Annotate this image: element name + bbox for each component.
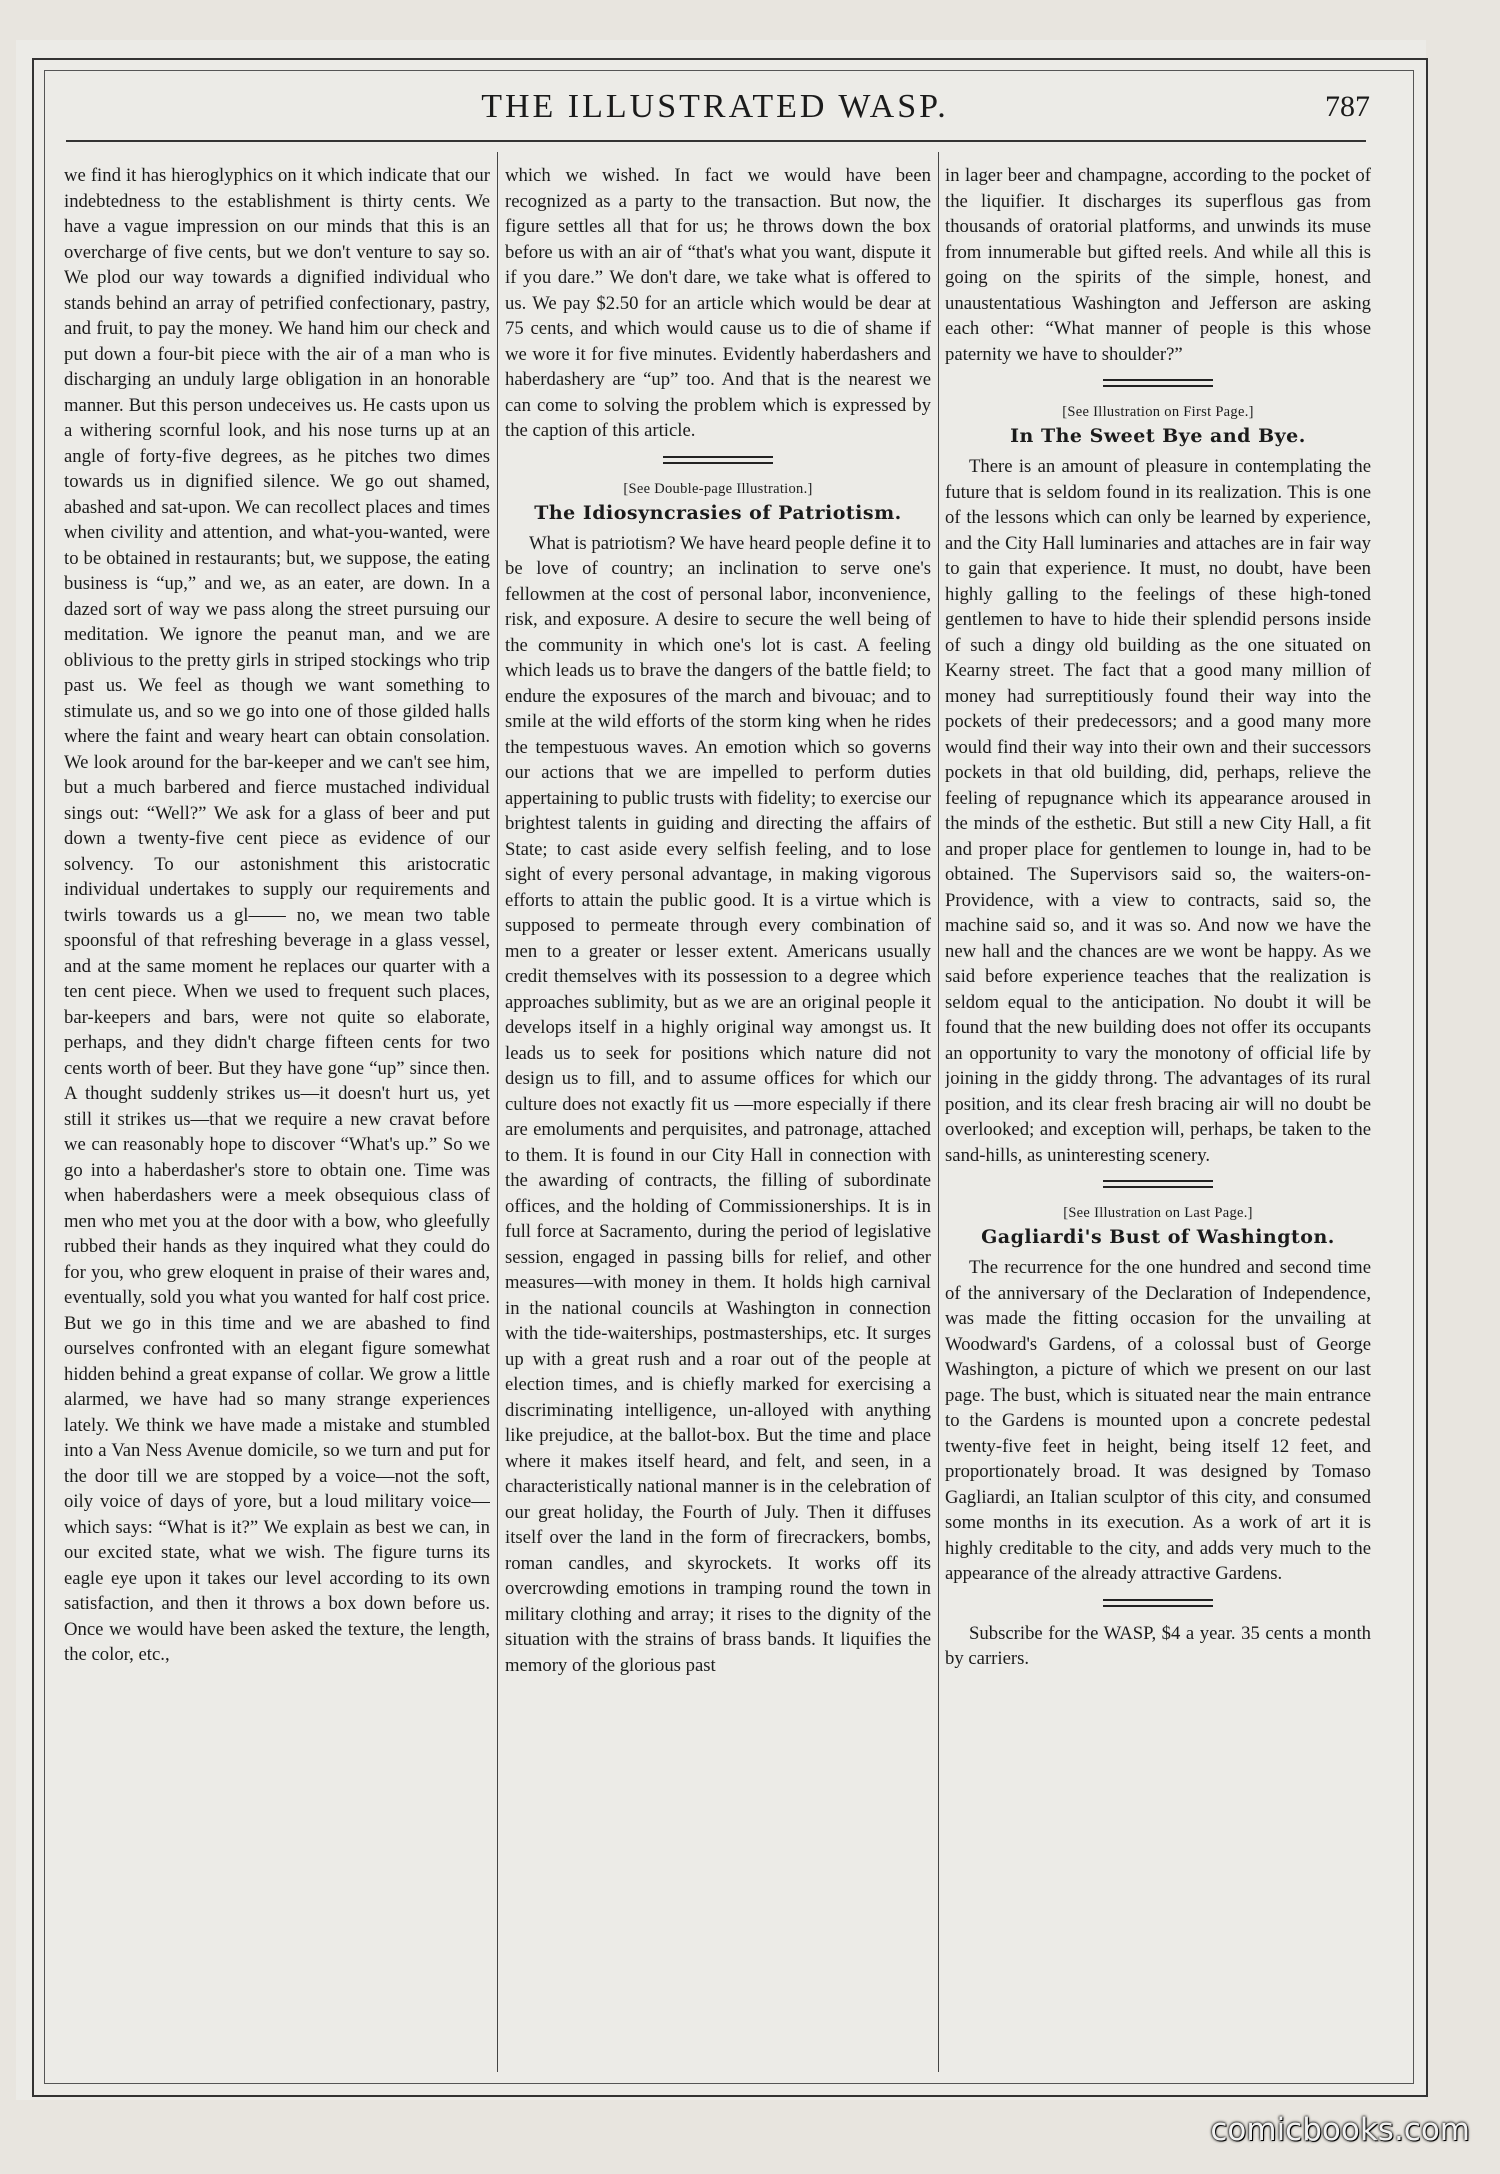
column-divider-2 <box>938 152 939 2072</box>
article-body-patriotism: What is patriotism? We have heard people define it to be love of country; an inclination to serve one's fellowmen at the cost of personal labor, inconvenience, risk, and exposure. A desire to secure the well being of the community in which one's lot is cast. A feeling which leads us to brave the dangers of the battle field; to endure the exposures of the march and bivouac; and to smile at the wild efforts of the storm king when he rides the tempestuous waves. An emotion which so governs our actions that we are impelled to perform duties appertaining to public trusts with fidelity; to exercise our brightest talents in guiding and directing the affairs of State; to cast aside every selfish feeling, and to lose sight of every personal advantage, in making vigorous efforts to attain the public good. It is a virtue which is supposed to permeate through every combination of men to a greater or lesser extent. Americans usually credit themselves with its possession to a degree which approaches sublimity, but as we are an original people it develops itself in a highly original way amongst us. It leads us to seek for positions which nature did not design us to fill, and to assume offices for which our culture does not exactly fit us —more especially if there are emoluments and perquisites, and patronage, attached to them. It is found in our City Hall in connection with the awarding of contracts, the filling of subordinate offices, and the holding of Commissionerships. It is in full force at Sacramento, during the period of legislative session, engaged in passing bills for relief, and other measures—with money in them. It holds high carnival in the national councils at Washington in connection with the tide-waiterships, postmasterships, etc. It surges up with a great rush and a roar out of the people at election times, and is chiefly marked for exercising a discriminating intelligence, un-alloyed with anything like prejudice, at the ballot-box. But the time and place where it makes itself heard, and felt, and seen, in a characteristically national manner is in the celebration of our great holiday, the Fourth of July. Then it diffuses itself over the land in the form of firecrackers, bombs, roman candles, and skyrockets. It works off its overcrowding emotions in tramping round the town in military clothing and array; it rises to the dignity of the situation with the strains of brass bands. It liquifies the memory of the glorious past <box>505 532 931 1676</box>
masthead: THE ILLUSTRATED WASP. <box>481 88 949 125</box>
illustration-note: [See Double-page Illustration.] <box>623 480 813 497</box>
article-continuation-text: we find it has hieroglyphics on it which indicate that our indebtedness to the establishment is thirty cents. We have a vague impression on our minds that this is an overcharge of five cents, but we don't venture to say so. We plod our way towards a dignified individual who stands behind an array of petrified confectionary, pastry, and fruit, to pay the money. We hand him our check and put down a four-bit piece with the air of a man who is discharging an unduly large obligation in an honorable manner. But this person undeceives us. He casts upon us a withering scornful look, and his nose turns up at an angle of forty-five degrees, as he pitches two dimes towards us in dignified silence. We go out shamed, abashed and sat-upon. We can recollect places and times when civility and attention, and what-you-wanted, were to be obtained in restaurants; but, we suppose, the eating business is “up,” and we, as an eater, are down. In a dazed sort of way we pass along the street pursuing our meditation. We ignore the peanut man, and we are oblivious to the pretty girls in striped stockings who trip past us. We feel as though we want something to stimulate us, and so we go into one of those gilded halls where the faint and weary heart can obtain consolation. We look around for the bar-keeper and we can't see him, but a much barbered and fierce mustached individual sings out: “Well?” We ask for a glass of beer and put down a twenty-five cent piece as evidence of our solvency. To our astonishment this aristocratic individual undertakes to supply our requirements and twirls towards us a gl—— no, we mean two table spoonsful of that refreshing beverage in a glass vessel, and at the same moment he replaces our quarter with a ten cent piece. When we used to frequent such places, bar-keepers and bars, were not quite so elaborate, perhaps, and they didn't charge fifteen cents for two cents worth of beer. But they have gone “up” since then. A thought suddenly strikes us—it doesn't hurt us, yet still it strikes us—that we require a new cravat before we can reasonably hope to discover “What's up.” So we go into a haberdasher's store to obtain one. Time was when haberdashers were a meek obsequious class of men who met you at the door with a bow, who gleefully rubbed their hands as they inquired what they could do for you, who grew eloquent in praise of their wares and, eventually, sold you what you wanted for half cost price. But we go in this time and we are abashed to find ourselves confronted with an elegant figure somewhat hidden behind a great expanse of collar. We grow a little alarmed, we have had so many strange experiences lately. We think we have made a mistake and stumbled into a Van Ness Avenue domicile, so we turn and put for the door till we are stopped by a voice—not the soft, oily voice of days of yore, but a loud military voice—which says: “What is it?” We explain as best we can, in our excited state, what we wish. The figure turns its eagle eye upon it takes our level according to its own satisfaction, and then it throws a box down before us. Once we would have been asked the texture, the length, the color, etc., <box>64 165 490 1665</box>
section-separator <box>1103 1180 1213 1188</box>
illustration-note: [See Illustration on First Page.] <box>1062 404 1254 420</box>
page-number: 787 <box>1325 90 1370 123</box>
column-3 <box>945 163 1371 2068</box>
header-rule <box>66 140 1366 142</box>
column-1 <box>64 163 490 2068</box>
article-title-patriotism: The Idiosyncrasies of Patriotism. <box>534 501 902 524</box>
column-divider-1 <box>497 152 498 2072</box>
article-body-sweet-bye: There is an amount of pleasure in contemplating the future that is seldom found in its realization. This is one of the lessons which can only be learned by experience, and the City Hall luminaries and attaches are in fair way to gain that experience. It must, no doubt, have been highly galling to the feelings of these high-toned gentlemen to have to hide their splendid persons inside of such a dingy old building as the one situated on Kearny street. The fact that a good many million of money had surreptitiously found their way into the pockets of their predecessors; and a good many more would find their way into their own and their successors pockets in that old building, did, perhaps, relieve the feeling of repugnance which its appearance aroused in the minds of the esthetic. But still a new City Hall, a fit and proper place for gentlemen to lounge in, had to be obtained. The Supervisors said so, the waiters-on-Providence, with a view to contracts, said so, the machine said so, and it was so. And now we have the new hall and the chances are we wont be happy. As we said before experience teaches that the realization is seldom equal to the anticipation. No doubt it will be found that the new building does not offer its occupants an opportunity to vary the monotony of official life by joining in the giddy throng. The advantages of its rural position, and its clear fresh bracing air will no doubt be overlooked; and exception will, perhaps, be taken to the sand-hills, as uninteresting scenery. <box>945 456 1371 1166</box>
watermark: comicbooks.com <box>1210 2112 1470 2148</box>
subscription-notice: Subscribe for the WASP, $4 a year. 35 cents a month by carriers. <box>945 1622 1371 1669</box>
article-continuation-text: which we wished. In fact we would have been recognized as a party to the transaction. But now, the figure settles all that for us; he throws down the box before us with an air of “that's what you want, dispute it if you dare.” We don't dare, we take what is offered to us. We pay $2.50 for an article which would be dear at 75 cents, and which would cause us to die of shame if we wore it for five minutes. Evidently haberdashers and haberdashery are “up” too. And that is the nearest we can come to solving the problem which is expressed by the caption of this article. <box>505 165 931 441</box>
section-separator <box>1103 379 1213 387</box>
article-title-sweet-bye: In The Sweet Bye and Bye. <box>1010 425 1306 447</box>
illustration-note: [See Illustration on Last Page.] <box>1063 1205 1253 1221</box>
section-separator <box>1103 1599 1213 1607</box>
running-head <box>60 88 1370 138</box>
article-title-gagliardi: Gagliardi's Bust of Washington. <box>981 1226 1335 1248</box>
article-continuation-text: in lager beer and champagne, according to the pocket of the liquifier. It discharges its superflous gas from thousands of oratorial platforms, and unwinds its muse from innumerable but gifted reels. And while all this is going on the spirits of the simple, honest, and unaustentatious Washington and Jefferson are asking each other: “What manner of people is this whose paternity we have to shoulder?” <box>945 165 1371 365</box>
section-separator <box>663 456 773 464</box>
column-2 <box>505 163 931 2068</box>
article-body-gagliardi: The recurrence for the one hundred and second time of the anniversary of the Declaration of Independence, was made the fitting occasion for the unvailing at Woodward's Gardens, of a colossal bust of George Washington, a picture of which we present on our last page. The bust, which is situated near the main entrance to the Gardens is mounted upon a concrete pedestal twenty-five feet in height, being itself 12 feet, and proportionately broad. It was designed by Tomaso Gagliardi, an Italian sculptor of this city, and consumed some months in its execution. As a work of art it is highly creditable to the city, and adds very much to the appearance of the already attractive Gardens. <box>945 1257 1371 1584</box>
